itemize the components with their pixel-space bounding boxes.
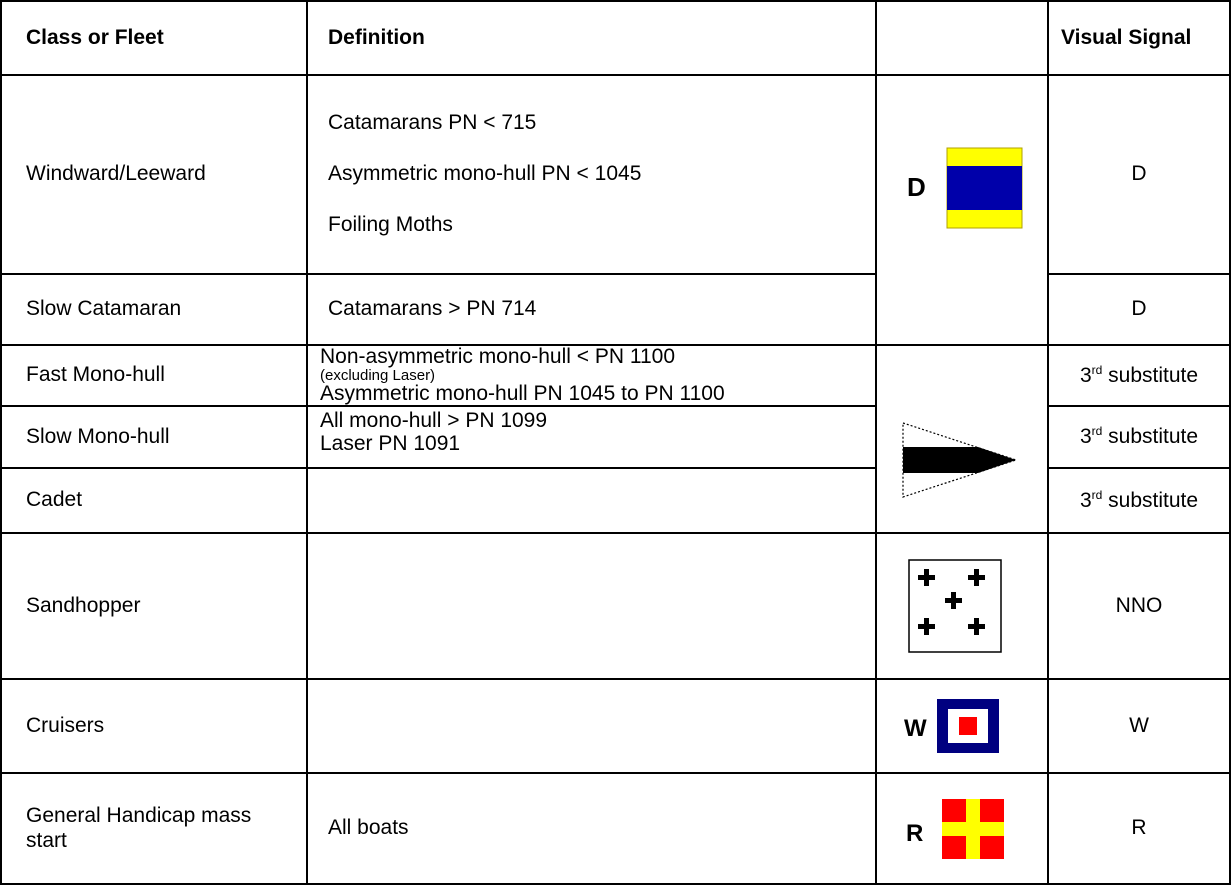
- definition-cell: Catamarans > PN 714: [328, 297, 537, 321]
- visual-signal-cell: D: [1131, 297, 1147, 321]
- definition-note: (excluding Laser): [320, 366, 436, 384]
- header-visual-signal: Visual Signal: [1061, 25, 1192, 49]
- fleet-cell: Cruisers: [26, 713, 105, 737]
- definition-cell: All boats: [328, 816, 409, 840]
- header-class-or-fleet: Class or Fleet: [26, 25, 164, 49]
- fleet-cell: Slow Mono-hull: [26, 424, 170, 448]
- svg-text:W: W: [904, 715, 927, 742]
- svg-text:R: R: [906, 820, 924, 847]
- d-flag-icon: [905, 146, 1025, 230]
- svg-text:D: D: [907, 172, 926, 202]
- definition-cell: [320, 407, 874, 467]
- visual-signal-cell: 3rd substitute: [1079, 487, 1199, 512]
- visual-signal-cell: W: [1129, 713, 1149, 737]
- fleet-cell: Windward/Leeward: [26, 162, 206, 186]
- definition-line: Laser PN 1091: [320, 432, 461, 456]
- rule: [306, 0, 308, 885]
- third-substitute-pennant-icon: [898, 420, 1018, 500]
- fleet-cell: Sandhopper: [26, 593, 141, 617]
- w-flag-icon: [904, 698, 1004, 754]
- visual-signal-cell: NNO: [1115, 593, 1163, 617]
- definition-cell: [320, 346, 874, 405]
- fleet-cell: Slow Catamaran: [26, 297, 182, 321]
- definition-line: Catamarans PN < 715: [328, 111, 537, 135]
- visual-signal-cell: R: [1131, 816, 1147, 840]
- fleet-cell: Fast Mono-hull: [26, 363, 165, 387]
- header-definition: Definition: [328, 25, 425, 49]
- definition-line: All mono-hull > PN 1099: [320, 409, 548, 432]
- crosses-flag-icon: [908, 559, 1002, 653]
- fleet-cell: General Handicap mass start: [26, 803, 252, 852]
- r-flag-icon: [904, 797, 1014, 861]
- definition-line: Asymmetric mono-hull PN < 1045: [328, 162, 642, 186]
- visual-signal-cell: D: [1131, 162, 1147, 186]
- visual-signal-cell: 3rd substitute: [1079, 424, 1199, 449]
- definition-cell: [328, 76, 868, 273]
- rule: [875, 0, 877, 885]
- definition-line: Foiling Moths: [328, 212, 453, 236]
- visual-signal-cell: 3rd substitute: [1079, 362, 1199, 387]
- fleet-cell: Cadet: [26, 488, 83, 512]
- definition-line: Non-asymmetric mono-hull < PN 1100: [320, 344, 676, 368]
- definition-line: Asymmetric mono-hull PN 1045 to PN 1100: [320, 382, 725, 406]
